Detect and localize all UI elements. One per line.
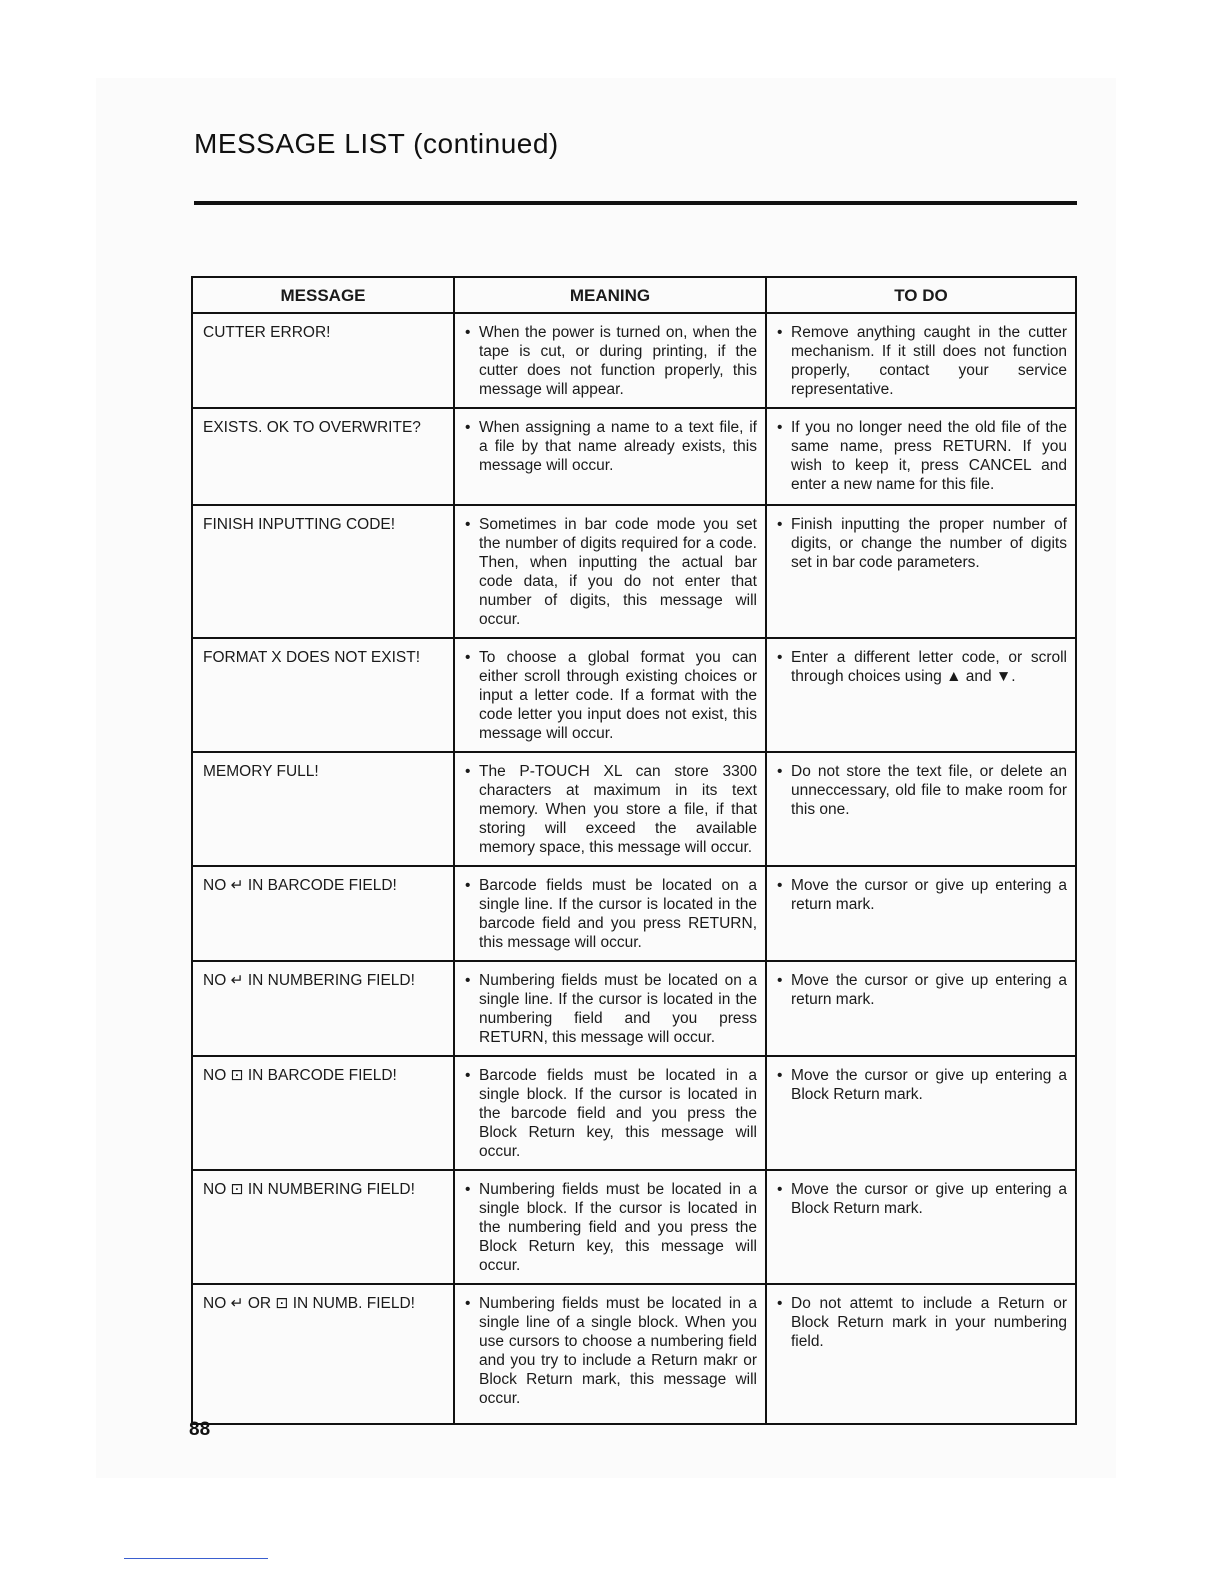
todo-cell: • Do not store the text file, or delete an unneccessary, old file to make room for this one. [766, 752, 1076, 866]
todo-cell: • Remove anything caught in the cutter mechanism. If it still does not function properly, contact your service representative. [766, 313, 1076, 408]
meaning-text: Sometimes in bar code mode you set the number of digits required for a code. Then, when inputting the actual bar code data, if you do not enter that number of digits, this message will occur. [479, 516, 757, 628]
todo-text: Enter a different letter code, or scroll through choices using ▲ and ▼. [791, 649, 1067, 685]
table-row [192, 866, 1076, 961]
todo-text: Do not attemt to include a Return or Block Return mark in your numbering field. [791, 1295, 1067, 1350]
meaning-cell: • When assigning a name to a text file, if a file by that name already exists, this message will occur. [454, 408, 766, 505]
todo-text: Move the cursor or give up entering a return mark. [791, 877, 1067, 913]
todo-text: If you no longer need the old file of the same name, press RETURN. If you wish to keep it, press CANCEL and enter a new name for this file. [791, 419, 1067, 493]
message-cell: NO ↵ OR ⊡ IN NUMB. FIELD! [192, 1284, 454, 1424]
todo-cell: • Move the cursor or give up entering a Block Return mark. [766, 1056, 1076, 1170]
table-row [192, 1056, 1076, 1170]
meaning-cell: • Numbering fields must be located in a single block. If the cursor is located in the numbering field and you press the Block Return key, this message will occur. [454, 1170, 766, 1284]
meaning-cell: • The P-TOUCH XL can store 3300 characters at maximum in its text memory. When you store a file, if that storing will exceed the available memory space, this message will occur. [454, 752, 766, 866]
message-cell: NO ↵ IN BARCODE FIELD! [192, 866, 454, 961]
meaning-text: When the power is turned on, when the tape is cut, or during printing, if the cutter does not function properly, this message will appear. [479, 324, 757, 398]
todo-text: Do not store the text file, or delete an unneccessary, old file to make room for this one. [791, 763, 1067, 818]
todo-cell: • If you no longer need the old file of the same name, press RETURN. If you wish to keep it, press CANCEL and enter a new name for this file. [766, 408, 1076, 505]
table-row [192, 638, 1076, 752]
meaning-text: Barcode fields must be located on a single line. If the cursor is located in the barcode field and you press RETURN, this message will occur. [479, 877, 757, 951]
title-rule [194, 201, 1077, 205]
meaning-text: To choose a global format you can either scroll through existing choices or input a letter code. If a format with the code letter you input does not exist, this message will occur. [479, 649, 757, 742]
table-row [192, 313, 1076, 408]
message-cell: FORMAT X DOES NOT EXIST! [192, 638, 454, 752]
todo-text: Move the cursor or give up entering a Block Return mark. [791, 1181, 1067, 1217]
meaning-cell: • When the power is turned on, when the tape is cut, or during printing, if the cutter does not function properly, this message will appear. [454, 313, 766, 408]
message-table [191, 276, 1077, 1425]
meaning-text: When assigning a name to a text file, if a file by that name already exists, this message will occur. [479, 419, 757, 474]
todo-text: Finish inputting the proper number of digits, or change the number of digits set in bar code parameters. [791, 516, 1067, 571]
meaning-cell: • To choose a global format you can either scroll through existing choices or input a letter code. If a format with the code letter you input does not exist, this message will occur. [454, 638, 766, 752]
table-row [192, 408, 1076, 505]
todo-cell: • Move the cursor or give up entering a return mark. [766, 866, 1076, 961]
meaning-text: Barcode fields must be located in a single block. If the cursor is located in the barcode field and you press the Block Return key, this message will occur. [479, 1067, 757, 1160]
column-header-meaning: MEANING [454, 277, 766, 313]
todo-cell: • Do not attemt to include a Return or Block Return mark in your numbering field. [766, 1284, 1076, 1424]
todo-cell: • Enter a different letter code, or scroll through choices using ▲ and ▼. [766, 638, 1076, 752]
table-row [192, 1170, 1076, 1284]
message-cell: CUTTER ERROR! [192, 313, 454, 408]
meaning-text: The P-TOUCH XL can store 3300 characters at maximum in its text memory. When you store a file, if that storing will exceed the available memory space, this message will occur. [479, 763, 757, 856]
meaning-text: Numbering fields must be located on a single line. If the cursor is located in the numbering field and you press RETURN, this message will occur. [479, 972, 757, 1046]
table-row [192, 961, 1076, 1056]
meaning-cell: • Numbering fields must be located on a single line. If the cursor is located in the numbering field and you press RETURN, this message will occur. [454, 961, 766, 1056]
message-cell: NO ↵ IN NUMBERING FIELD! [192, 961, 454, 1056]
todo-cell: • Finish inputting the proper number of digits, or change the number of digits set in bar code parameters. [766, 505, 1076, 638]
meaning-text: Numbering fields must be located in a single line of a single block. When you use cursors to choose a numbering field and you try to include a Return makr or Block Return mark, this message will occur. [479, 1295, 757, 1407]
page-title: MESSAGE LIST (continued) [194, 128, 559, 159]
table-row [192, 1284, 1076, 1424]
footer-rule [124, 1558, 268, 1559]
meaning-cell: • Numbering fields must be located in a single line of a single block. When you use cursors to choose a numbering field and you try to include a Return makr or Block Return mark, this message will occur. [454, 1284, 766, 1424]
column-header-todo: TO DO [766, 277, 1076, 313]
meaning-cell: • Barcode fields must be located in a single block. If the cursor is located in the barcode field and you press the Block Return key, this message will occur. [454, 1056, 766, 1170]
message-cell: MEMORY FULL! [192, 752, 454, 866]
table-header-row [192, 277, 1076, 313]
meaning-cell: • Sometimes in bar code mode you set the number of digits required for a code. Then, when inputting the actual bar code data, if you do not enter that number of digits, this message will occur. [454, 505, 766, 638]
message-cell: NO ⊡ IN BARCODE FIELD! [192, 1056, 454, 1170]
column-header-message: MESSAGE [192, 277, 454, 313]
meaning-text: Numbering fields must be located in a single block. If the cursor is located in the numbering field and you press the Block Return key, this message will occur. [479, 1181, 757, 1274]
message-cell: FINISH INPUTTING CODE! [192, 505, 454, 638]
table-row [192, 505, 1076, 638]
todo-text: Remove anything caught in the cutter mechanism. If it still does not function properly, contact your service representative. [791, 324, 1067, 398]
page-number: 88 [189, 1419, 211, 1440]
todo-text: Move the cursor or give up entering a Block Return mark. [791, 1067, 1067, 1103]
message-cell: EXISTS. OK TO OVERWRITE? [192, 408, 454, 505]
message-cell: NO ⊡ IN NUMBERING FIELD! [192, 1170, 454, 1284]
todo-cell: • Move the cursor or give up entering a return mark. [766, 961, 1076, 1056]
todo-cell: • Move the cursor or give up entering a Block Return mark. [766, 1170, 1076, 1284]
meaning-cell: • Barcode fields must be located on a single line. If the cursor is located in the barcode field and you press RETURN, this message will occur. [454, 866, 766, 961]
table-row [192, 752, 1076, 866]
todo-text: Move the cursor or give up entering a return mark. [791, 972, 1067, 1008]
